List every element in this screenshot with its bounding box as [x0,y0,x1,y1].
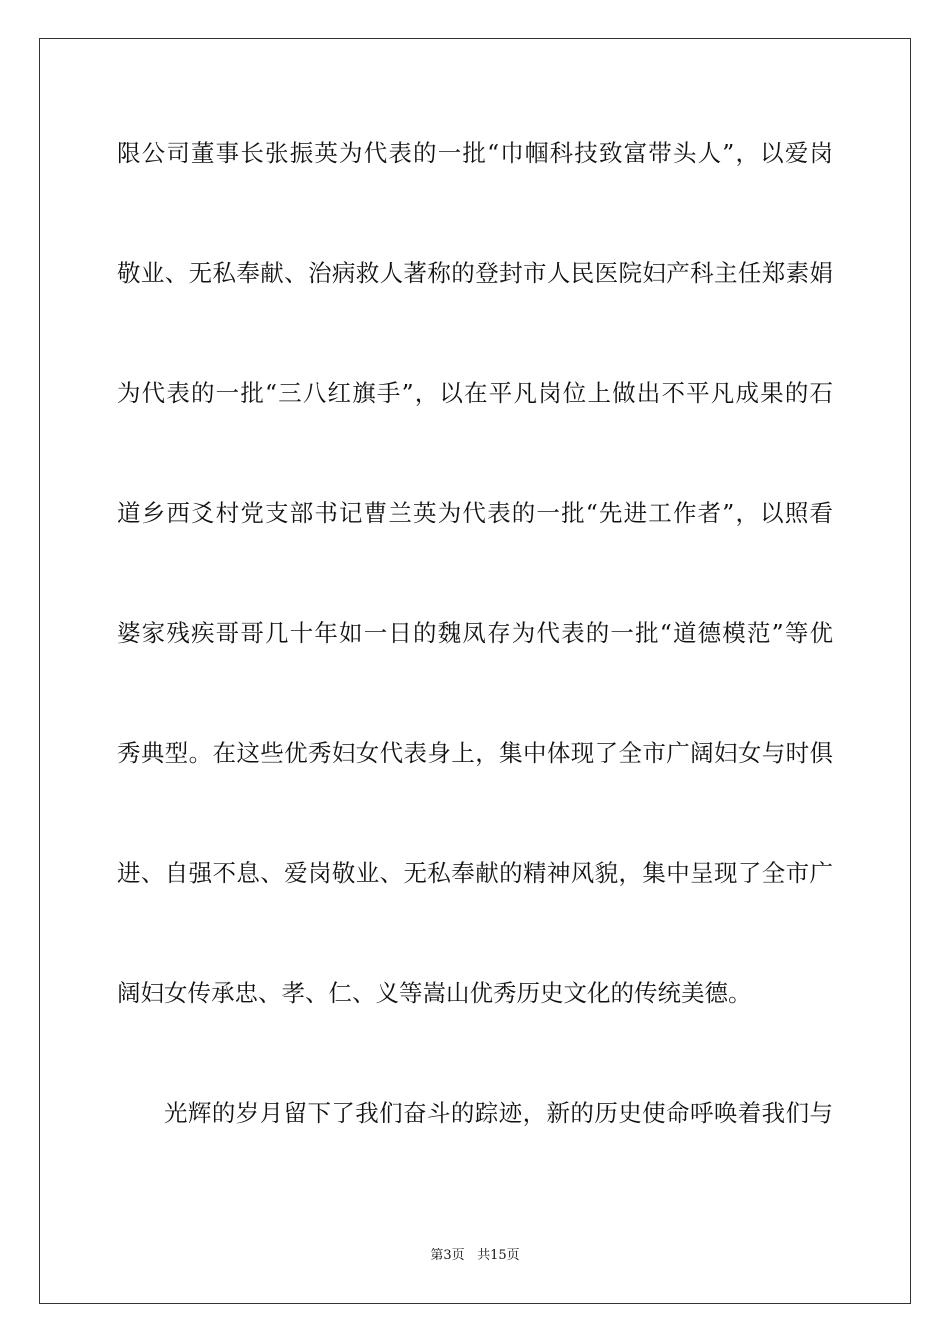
paragraph-line: 敬业、无私奉献、治病救人著称的登封市人民医院妇产科主任郑素娟 [117,259,833,287]
paragraph-line: 光辉的岁月留下了我们奋斗的踪迹，新的历史使命呼唤着我们与 [164,1099,833,1127]
page-footer [0,1247,950,1265]
paragraph-line: 限公司董事长张振英为代表的一批“巾帼科技致富带头人”，以爱岗 [117,139,833,167]
paragraph-line: 道乡西爻村党支部书记曹兰英为代表的一批“先进工作者”，以照看 [117,499,833,527]
page-total: 共15页 [477,1248,520,1263]
paragraph-line: 婆家残疾哥哥几十年如一日的魏凤存为代表的一批“道德模范”等优 [117,619,833,647]
paragraph-line: 进、自强不息、爱岗敬业、无私奉献的精神风貌，集中呈现了全市广 [117,859,833,887]
paragraph-line: 阔妇女传承忠、孝、仁、义等嵩山优秀历史文化的传统美德。 [117,979,752,1007]
paragraph-line: 秀典型。在这些优秀妇女代表身上，集中体现了全市广阔妇女与时俱 [117,739,833,767]
page-number: 第3页 [430,1248,465,1263]
paragraph-line: 为代表的一批“三八红旗手”，以在平凡岗位上做出不平凡成果的石 [117,379,833,407]
